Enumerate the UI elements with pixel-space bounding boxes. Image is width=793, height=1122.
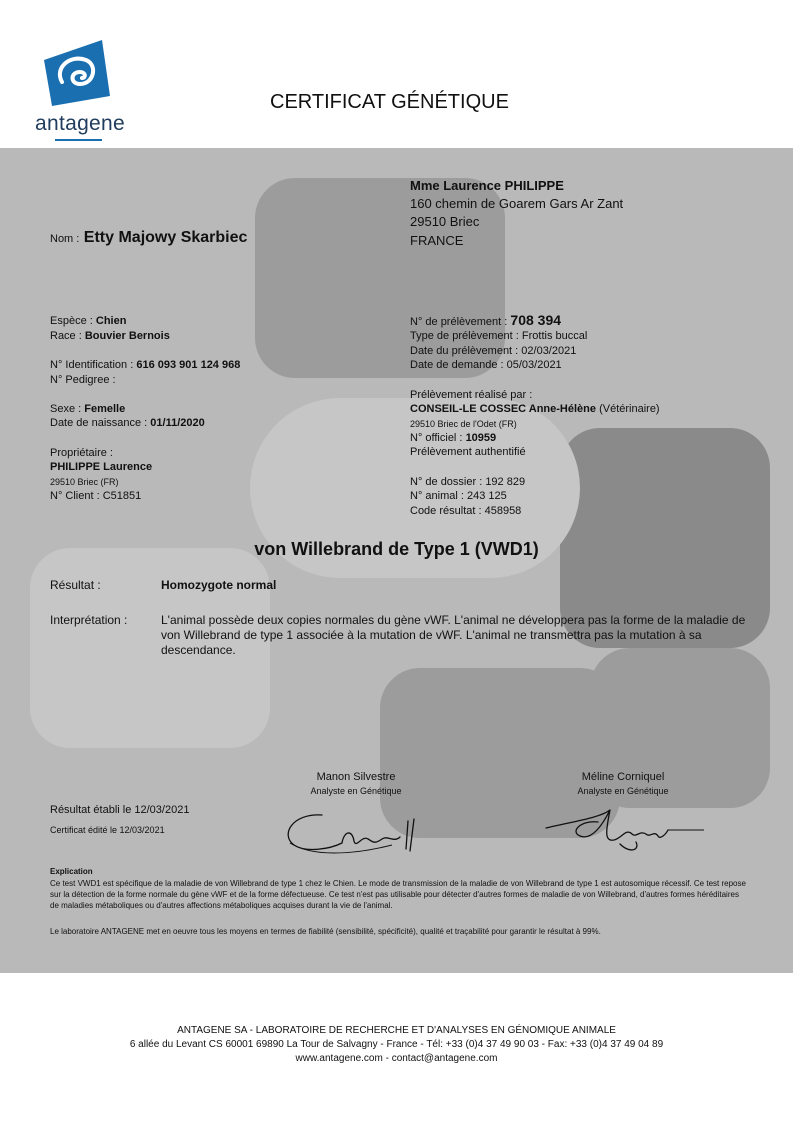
interpretation-label: Interprétation :: [50, 613, 128, 627]
signature-silvestre: [282, 805, 432, 865]
footer-line2: 6 allée du Levant CS 60001 69890 La Tour de Salvagny - France - Tél: +33 (0)4 37 49 90 03 - Fax: +33 (0)4 37 49 04 89: [129, 1039, 664, 1050]
sexe-value: Femelle: [84, 403, 126, 415]
realise-par-label: Prélèvement réalisé par :: [410, 389, 533, 401]
vet-city: 29510 Briec de l'Odet (FR): [410, 419, 517, 429]
nom-label: Nom :: [50, 233, 80, 245]
sexe-label: Sexe :: [50, 403, 82, 415]
test-title: von Willebrand de Type 1 (VWD1): [254, 539, 539, 559]
pedigree-row: [50, 374, 116, 386]
analyst1-role: Analyste en Génétique: [310, 786, 402, 796]
resultat-etabli: Résultat établi le 12/03/2021: [50, 804, 190, 816]
client-value: C51851: [102, 490, 142, 502]
interpretation-text: L'animal possède deux copies normales du gène vWF. L'animal ne développera pas la forme de la maladie de von Willebrand de type 1 associée à la mutation de vWF. L'animal ne transmettra pas la mutation à sa descendance.: [161, 613, 746, 657]
owner-country: FRANCE: [410, 233, 464, 248]
analyst1-name: Manon Silvestre: [316, 771, 396, 783]
race-value: Bouvier Bernois: [84, 330, 170, 342]
pedigree-label: N° Pedigree :: [50, 374, 116, 386]
identification-row: [50, 359, 240, 371]
analyst2-role: Analyste en Génétique: [577, 786, 669, 796]
code-resultat: Code résultat : 458958: [410, 505, 522, 517]
owner-name: Mme Laurence PHILIPPE: [410, 178, 564, 193]
espece-row: [50, 315, 126, 327]
animal-name-row: [50, 229, 247, 247]
naissance-row: [50, 417, 205, 429]
officiel-row: [410, 432, 496, 444]
identification-label: N° Identification :: [50, 359, 134, 371]
explication-text: Ce test VWD1 est spécifique de la maladie de von Willebrand de type 1 chez le Chien. Le mode de transmission de la maladie de von Willebrand de type 1 est autosomique récessif. Ce test repose sur la détection de la forme normale du gène vWF et de la forme défectueuse. Ce test n'est pas utilisable pour détecter d'autres formes de maladie de von Willebrand, d'autres formes héréditaires de maladies métaboliques ou d'autres affections métaboliques acquises durant la vie de l'animal.: [50, 879, 746, 910]
prelevement-row: [410, 312, 561, 328]
race-label: Race :: [50, 330, 82, 342]
race-row: [50, 330, 170, 342]
date-prelevement: Date du prélèvement : 02/03/2021: [410, 345, 577, 357]
proprietaire-city: 29510 Briec (FR): [50, 477, 119, 487]
quality-statement: Le laboratoire ANTAGENE met en oeuvre tous les moyens en termes de fiabilité (sensibilité, spécificité), qualité et traçabilité pour garantir le résultat à 99%.: [50, 927, 601, 936]
client-row: [50, 490, 141, 502]
certificat-edite: Certificat édité le 12/03/2021: [50, 825, 165, 835]
resultat-value: Homozygote normal: [161, 578, 277, 592]
espece-value: Chien: [95, 315, 127, 327]
naissance-value: 01/11/2020: [150, 417, 205, 429]
prelevement-value: 708 394: [510, 312, 562, 328]
page-title: CERTIFICAT GÉNÉTIQUE: [270, 91, 509, 113]
footer-line3: www.antagene.com - contact@antagene.com: [295, 1053, 498, 1064]
prelevement-label: N° de prélèvement :: [410, 316, 508, 328]
espece-label: Espèce :: [50, 315, 93, 327]
sexe-row: [50, 403, 125, 415]
proprietaire-name: PHILIPPE Laurence: [50, 461, 153, 473]
animal-number: N° animal : 243 125: [410, 490, 507, 502]
date-demande: Date de demande : 05/03/2021: [410, 359, 562, 371]
authentifie: Prélèvement authentifié: [410, 446, 526, 458]
type-prelevement: Type de prélèvement : Frottis buccal: [410, 330, 588, 342]
owner-address-line1: 160 chemin de Goarem Gars Ar Zant: [410, 196, 624, 211]
officiel-label: N° officiel :: [410, 432, 463, 444]
identification-value: 616 093 901 124 968: [136, 359, 241, 371]
background-dog-photo: [590, 648, 770, 808]
explication-title: Explication: [50, 867, 93, 876]
antagene-logo-icon: [40, 38, 112, 108]
officiel-value: 10959: [465, 432, 497, 444]
footer-line1: ANTAGENE SA - LABORATOIRE DE RECHERCHE ET D'ANALYSES EN GÉNOMIQUE ANIMALE: [177, 1025, 616, 1036]
logo-text: antagene: [35, 112, 125, 135]
vet-name: CONSEIL-LE COSSEC Anne-Hélène: [410, 403, 597, 415]
vet-role: (Vétérinaire): [599, 403, 660, 415]
resultat-label: Résultat :: [50, 578, 101, 592]
owner-address-line2: 29510 Briec: [410, 214, 480, 229]
signature-corniquel: [540, 800, 710, 860]
proprietaire-label: Propriétaire :: [50, 447, 113, 459]
analyst2-name: Méline Corniquel: [581, 771, 665, 783]
nom-value: Etty Majowy Skarbiec: [83, 229, 248, 246]
naissance-label: Date de naissance :: [50, 417, 148, 429]
vet-row: [410, 403, 660, 415]
client-label: N° Client :: [50, 490, 100, 502]
dossier-number: N° de dossier : 192 829: [410, 476, 526, 488]
logo-underline: [55, 139, 102, 141]
